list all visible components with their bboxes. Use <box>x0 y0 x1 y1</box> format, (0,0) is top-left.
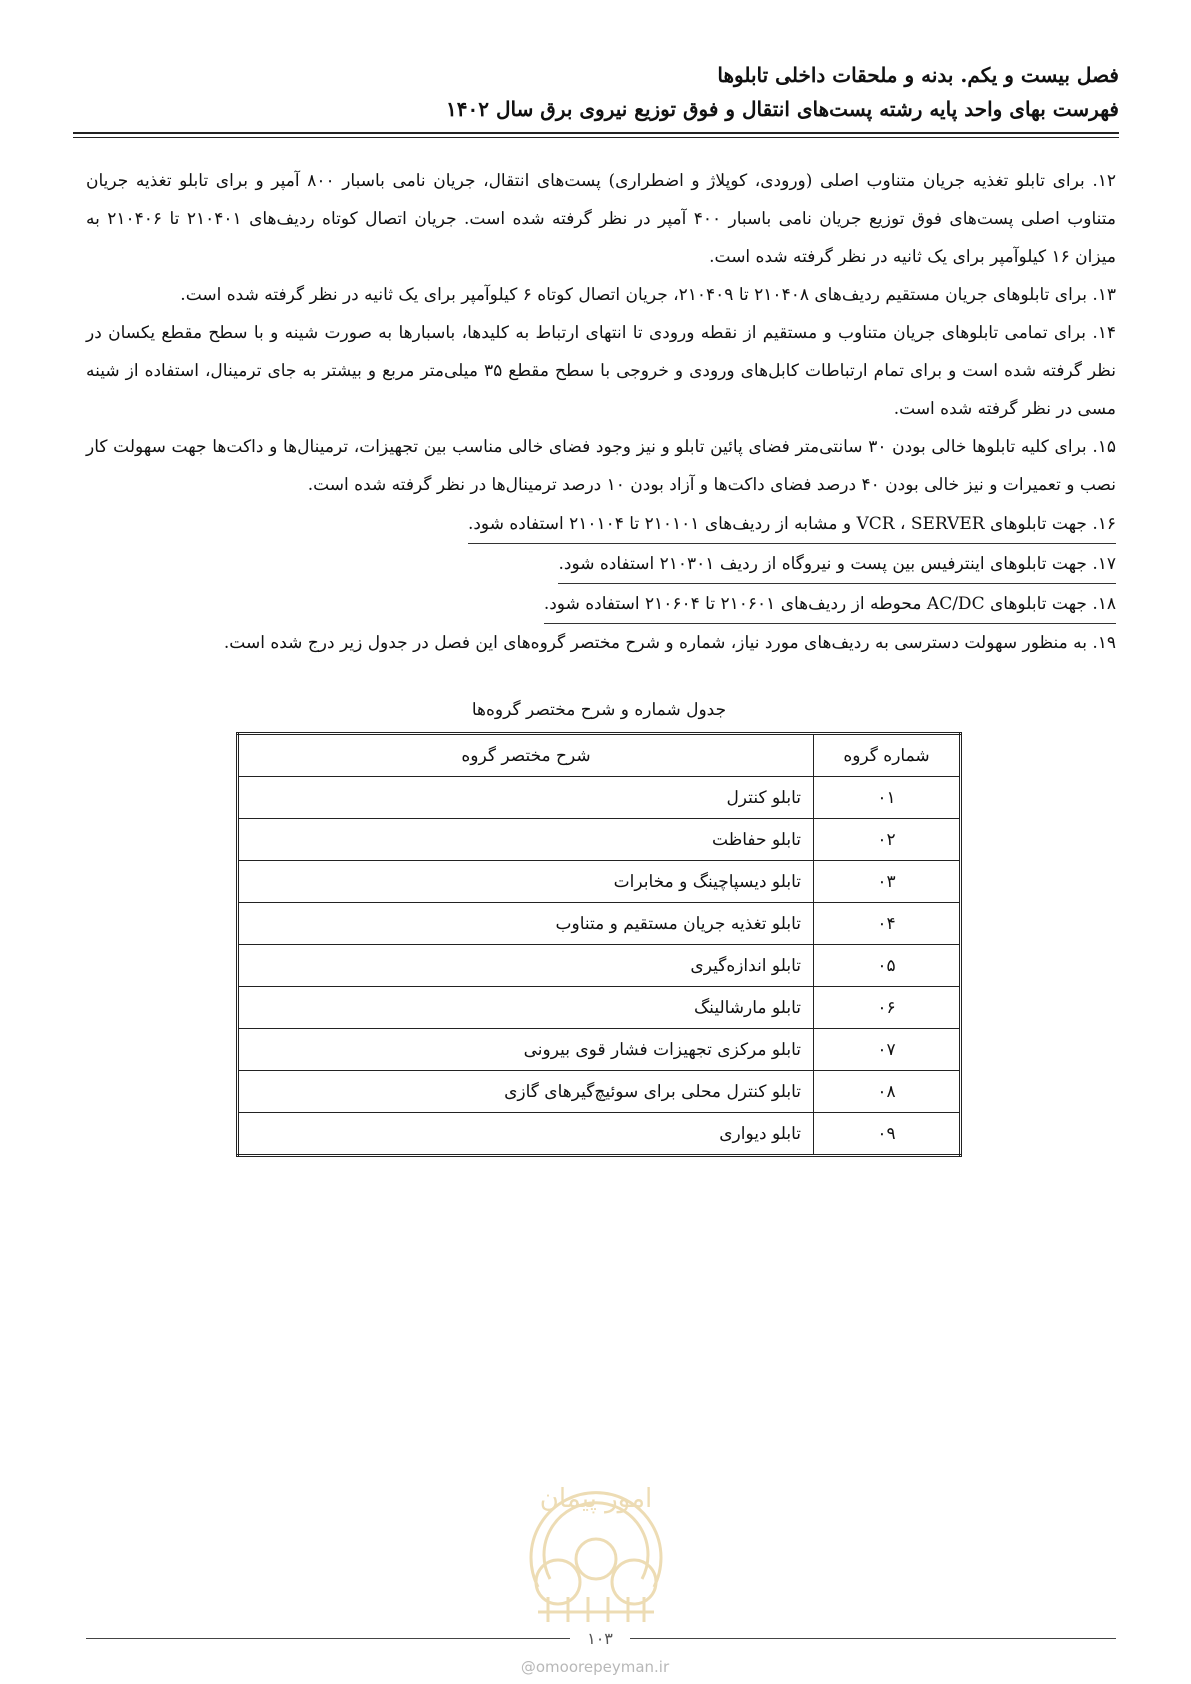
table-caption: جدول شماره و شرح مختصر گروه‌ها <box>471 700 727 720</box>
paragraph-16-row <box>86 504 1116 544</box>
table-row <box>238 1071 961 1113</box>
group-number-cell: ۰۲ <box>814 819 961 861</box>
paragraph-12: ۱۲. برای تابلو تغذیه جریان متناوب اصلی (ورودی، کوپلاژ و اضطراری) پست‌های انتقال، جریان نامی باسبار ۸۰۰ آمپر و برای تابلو تغذیه جریان متناوب اصلی پست‌های فوق توزیع جریان نامی باسبار ۴۰۰ آمپر در نظر گرفته شده است. جریان اتصال کوتاه ردیف‌های ۲۱۰۴۰۱ تا ۲۱۰۴۰۶ به میزان ۱۶ کیلوآمپر برای یک ثانیه در نظر گرفته شده است. <box>86 171 1117 267</box>
column-header-description: شرح مختصر گروه <box>238 734 814 777</box>
group-description-cell: تابلو مرکزی تجهیزات فشار قوی بیرونی <box>238 1029 814 1071</box>
table-row <box>238 987 961 1029</box>
group-number-cell: ۰۸ <box>814 1071 961 1113</box>
groups-table <box>236 732 962 1157</box>
group-number-cell: ۰۵ <box>814 945 961 987</box>
group-number-cell: ۰۷ <box>814 1029 961 1071</box>
paragraph-16: ۱۶. جهت تابلوهای VCR ، SERVER و مشابه از ردیف‌های ۲۱۰۱۰۱ تا ۲۱۰۱۰۴ استفاده شود. <box>468 507 1116 544</box>
page-header <box>73 58 1119 126</box>
table-row <box>238 861 961 903</box>
group-description-cell: تابلو تغذیه جریان مستقیم و متناوب <box>238 903 814 945</box>
watermark-logo-text: امور پیمان <box>539 1484 653 1514</box>
paragraph-14: ۱۴. برای تمامی تابلوهای جریان متناوب و مستقیم از نقطه ورودی تا انتهای ارتباط به کلیدها، باسبارها به صورت شینه و با سطح مقطع یکسان در نظر گرفته شده است و برای تمام ارتباطات کابل‌های ورودی و خروجی با سطح مقطع ۳۵ میلی‌متر مربع و بیشتر به جای ترمینال، استفاده از شینه مسی در نظر گرفته شده است. <box>86 323 1116 419</box>
group-number-cell: ۰۶ <box>814 987 961 1029</box>
group-number-cell: ۰۹ <box>814 1113 961 1156</box>
group-description-cell: تابلو حفاظت <box>238 819 814 861</box>
group-number-cell: ۰۱ <box>814 777 961 819</box>
paragraph-19: ۱۹. به منظور سهولت دسترسی به ردیف‌های مورد نیاز، شماره و شرح مختصر گروه‌های این فصل در جدول زیر درج شده است. <box>223 633 1116 653</box>
book-title: فهرست بهای واحد پایه رشته پست‌های انتقال و فوق توزیع نیروی برق سال ۱۴۰۲ <box>446 97 1119 121</box>
group-description-cell: تابلو کنترل محلی برای سوئیچ‌گیرهای گازی <box>238 1071 814 1113</box>
paragraph-17-row <box>86 544 1116 584</box>
table-row <box>238 1029 961 1071</box>
group-description-cell: تابلو دیسپاچینگ و مخابرات <box>238 861 814 903</box>
group-number-cell: ۰۳ <box>814 861 961 903</box>
body-text <box>86 162 1116 662</box>
table-row <box>238 945 961 987</box>
chapter-title: فصل بیست و یکم. بدنه و ملحقات داخلی تابلوها <box>717 63 1119 87</box>
column-header-number: شماره گروه <box>814 734 961 777</box>
paragraph-18-row <box>86 584 1116 624</box>
table-body <box>238 777 961 1156</box>
table-row <box>238 777 961 819</box>
watermark-logo <box>508 1437 684 1627</box>
header-rule-thin <box>73 137 1119 138</box>
group-description-cell: تابلو مارشالینگ <box>238 987 814 1029</box>
paragraph-17: ۱۷. جهت تابلوهای اینترفیس بین پست و نیروگاه از ردیف ۲۱۰۳۰۱ استفاده شود. <box>558 547 1116 584</box>
table-header-row <box>238 734 961 777</box>
paragraph-15: ۱۵. برای کلیه تابلوها خالی بودن ۳۰ سانتی‌متر فضای پائین تابلو و نیز وجود فضای خالی مناسب بین تجهیزات، ترمینال‌ها و داکت‌ها جهت سهولت کار نصب و تعمیرات و نیز خالی بودن ۴۰ درصد فضای داکت‌ها و آزاد بودن ۱۰ درصد ترمینال‌ها در نظر گرفته شده است. <box>86 437 1116 495</box>
header-rule-thick <box>73 132 1119 134</box>
table-row <box>238 819 961 861</box>
group-description-cell: تابلو دیواری <box>238 1113 814 1156</box>
group-description-cell: تابلو کنترل <box>238 777 814 819</box>
page-number: ۱۰۳ <box>570 1629 630 1648</box>
paragraph-13: ۱۳. برای تابلوهای جریان مستقیم ردیف‌های ۲۱۰۴۰۸ تا ۲۱۰۴۰۹، جریان اتصال کوتاه ۶ کیلوآمپر برای یک ثانیه در نظر گرفته شده است. <box>180 285 1116 305</box>
watermark-handle: @omoorepeyman.ir <box>520 1658 670 1676</box>
table-row <box>238 1113 961 1156</box>
table-row <box>238 903 961 945</box>
paragraph-18: ۱۸. جهت تابلوهای AC/DC محوطه از ردیف‌های ۲۱۰۶۰۱ تا ۲۱۰۶۰۴ استفاده شود. <box>544 587 1116 624</box>
group-number-cell: ۰۴ <box>814 903 961 945</box>
group-description-cell: تابلو اندازه‌گیری <box>238 945 814 987</box>
